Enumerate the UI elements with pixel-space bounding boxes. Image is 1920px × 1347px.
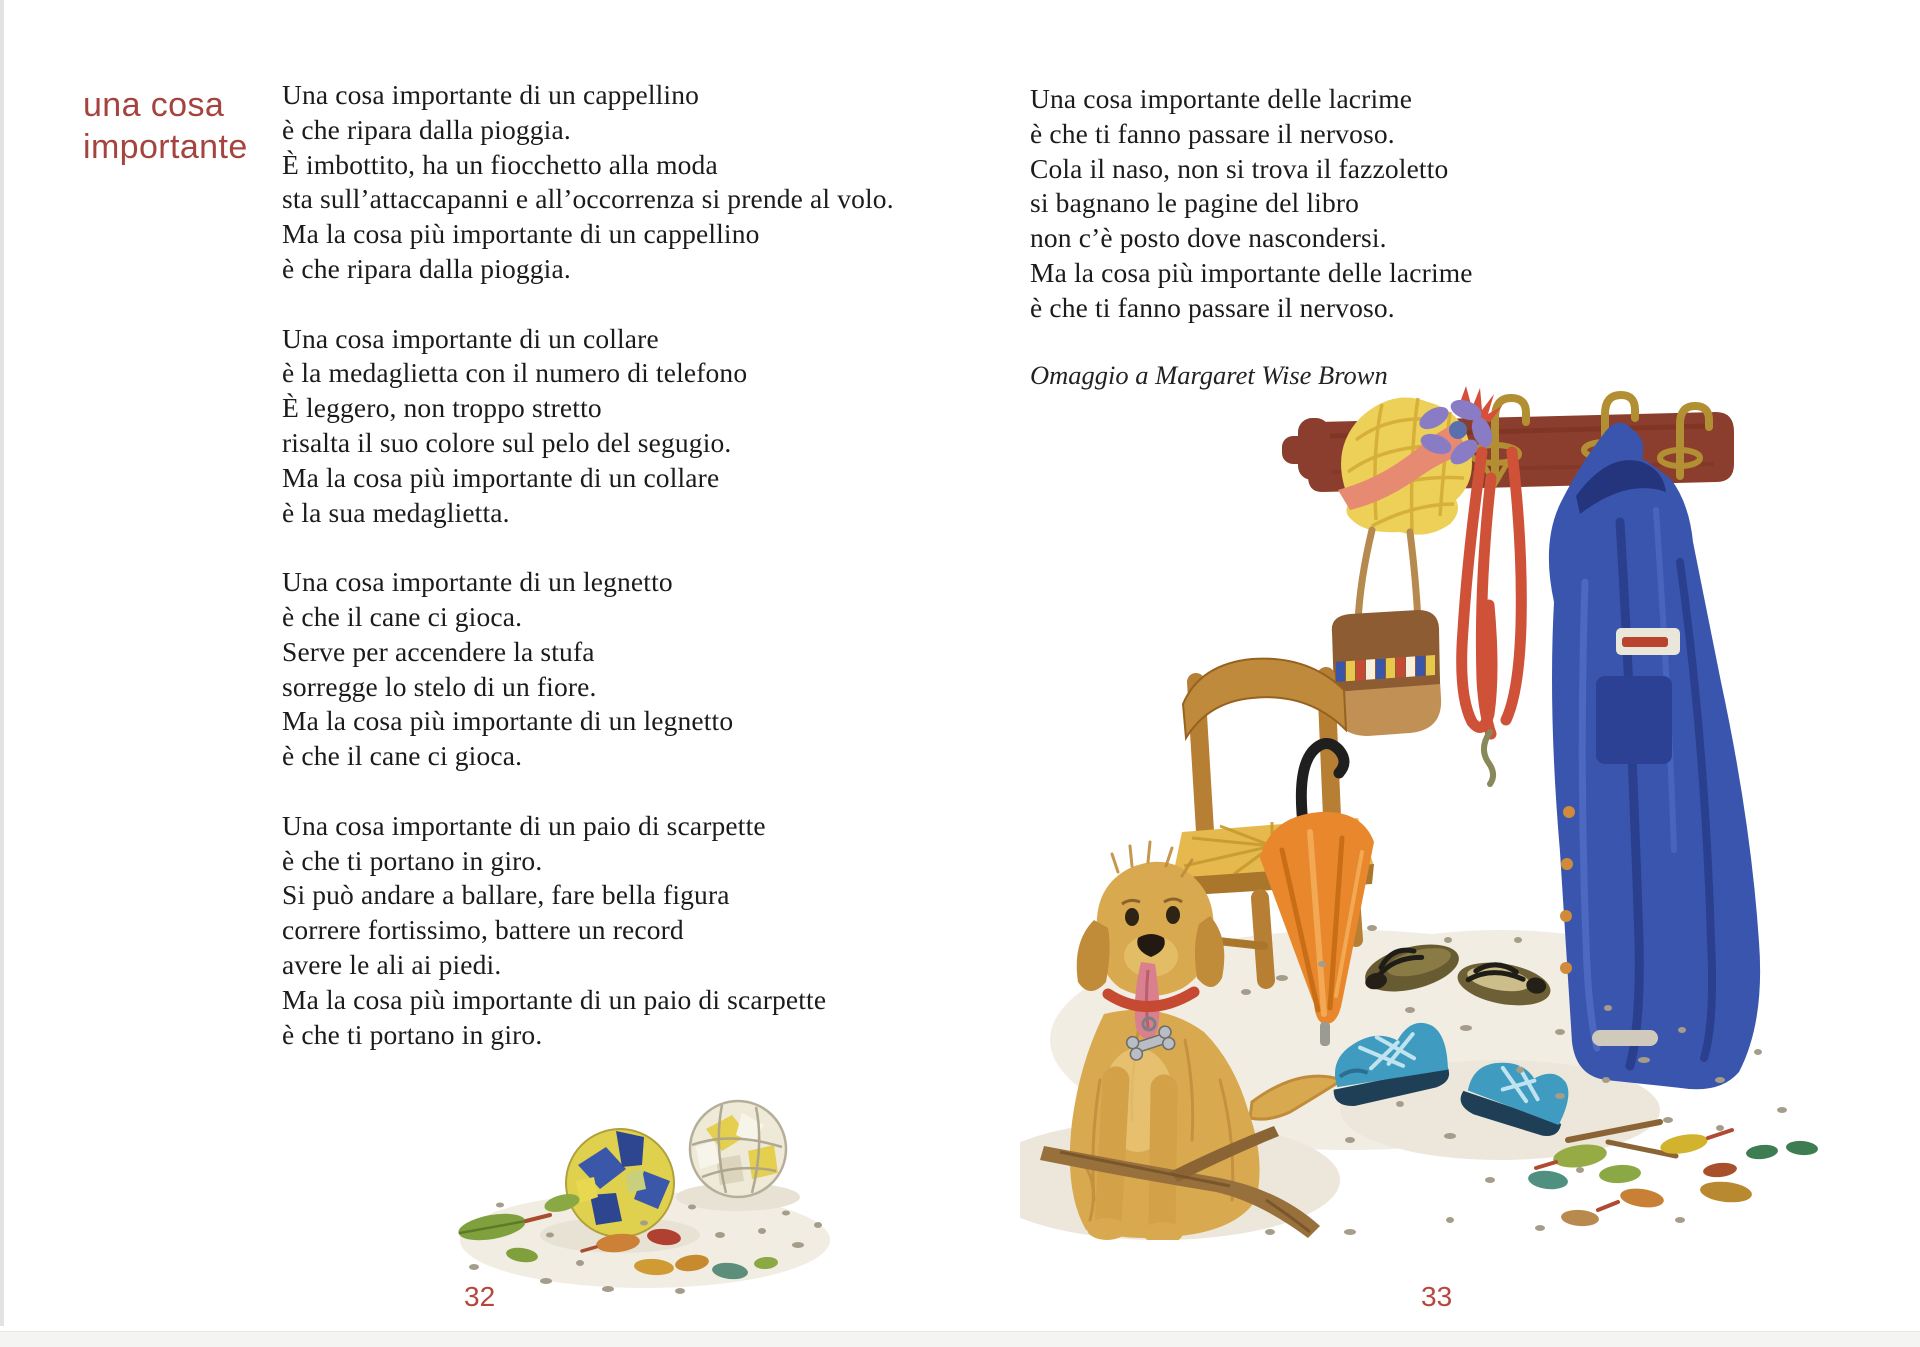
blue-coat: [1549, 422, 1760, 1089]
dog-ear-right: [1195, 916, 1224, 987]
poem-column-left: [282, 78, 922, 1087]
hallway-scene-illustration: [1020, 380, 1840, 1240]
poem-line: Una cosa importante delle lacrime: [1030, 83, 1413, 114]
coat-pocket: [1596, 676, 1672, 764]
poem-title-line2: importante: [83, 128, 248, 166]
poem-line: è che ripara dalla pioggia.: [282, 113, 571, 145]
poem-column-right: [1030, 82, 1590, 360]
poem-line: correre fortissimo, battere un record: [282, 914, 684, 946]
poem-line: Ma la cosa più importante di un cappellino: [282, 218, 760, 250]
umbrella-tip: [1320, 1022, 1330, 1046]
poem-line: è che ti fanno passare il nervoso.: [1030, 291, 1395, 323]
poem-line: Una cosa importante di un collare: [282, 322, 659, 354]
poem-line: Ma la cosa più importante di un collare: [282, 461, 720, 493]
poem-line: non c’è posto dove nascondersi.: [1030, 222, 1387, 254]
poem-line: Una cosa importante di un paio di scarpette: [282, 809, 766, 841]
poem-line: è che ti portano in giro.: [282, 1018, 543, 1050]
poem-line: è che il cane ci gioca.: [282, 740, 523, 772]
poem-line: è la sua medaglietta.: [282, 496, 510, 528]
poem-line: sorregge lo stelo di un fiore.: [282, 670, 597, 702]
leaf-litter-right: [1527, 1122, 1818, 1227]
poem-line: Una cosa importante di un cappellino: [282, 79, 700, 110]
stanza-collare: [282, 322, 922, 531]
poem-line: Si può andare a ballare, fare bella figura: [282, 879, 730, 911]
poem-line: Ma la cosa più importante delle lacrime: [1030, 256, 1473, 288]
poem-line: è che ti portano in giro.: [282, 844, 543, 876]
poem-line: è la medaglietta con il numero di telefono: [282, 357, 748, 389]
poem-line: risalta il suo colore sul pelo del segugio.: [282, 426, 732, 458]
poem-line: avere le ali ai piedi.: [282, 948, 502, 980]
poem-line: è che ripara dalla pioggia.: [282, 252, 571, 284]
dog-eye: [1125, 908, 1139, 926]
poem-line: Una cosa importante di un legnetto: [282, 566, 673, 598]
stanza-legnetto: [282, 565, 922, 774]
poem-line: è che il cane ci gioca.: [282, 600, 523, 632]
poem-title-line1: una cosa: [83, 86, 225, 124]
poem-line: si bagnano le pagine del libro: [1030, 187, 1360, 219]
leash-clasp: [1484, 732, 1493, 784]
dog-ear-left: [1077, 920, 1110, 991]
page-number-right: 33: [1421, 1281, 1453, 1312]
page-edge-bottom: [0, 1331, 1920, 1347]
poem-line: Ma la cosa più importante di un paio di scarpette: [282, 983, 827, 1015]
dedication: Omaggio a Margaret Wise Brown: [1030, 360, 1388, 390]
patchwork-ball-blue: [566, 1129, 674, 1237]
stanza-scarpette: [282, 809, 922, 1053]
poem-line: È imbottito, ha un fiocchetto alla moda: [282, 148, 718, 180]
dog-eye: [1166, 906, 1180, 924]
shoulder-bag: [1332, 530, 1441, 736]
poem-line: Ma la cosa più importante di un legnetto: [282, 705, 734, 737]
poem-line: Cola il naso, non si trova il fazzoletto: [1030, 152, 1449, 184]
patchwork-ball-light: [690, 1101, 786, 1197]
poem-line: sta sull’attaccapanni e all’occorrenza si prende al volo.: [282, 183, 894, 215]
stanza-lacrime: [1030, 82, 1590, 326]
page-number-left: 32: [464, 1281, 496, 1312]
poem-line: È leggero, non troppo stretto: [282, 392, 602, 424]
stanza-cappellino: [282, 78, 922, 287]
poem-line: è che ti fanno passare il nervoso.: [1030, 117, 1395, 149]
page-edge-left: [0, 0, 4, 1326]
poem-title: [83, 84, 248, 168]
red-leash: [1462, 452, 1522, 734]
poem-line: Serve per accendere la stufa: [282, 635, 595, 667]
